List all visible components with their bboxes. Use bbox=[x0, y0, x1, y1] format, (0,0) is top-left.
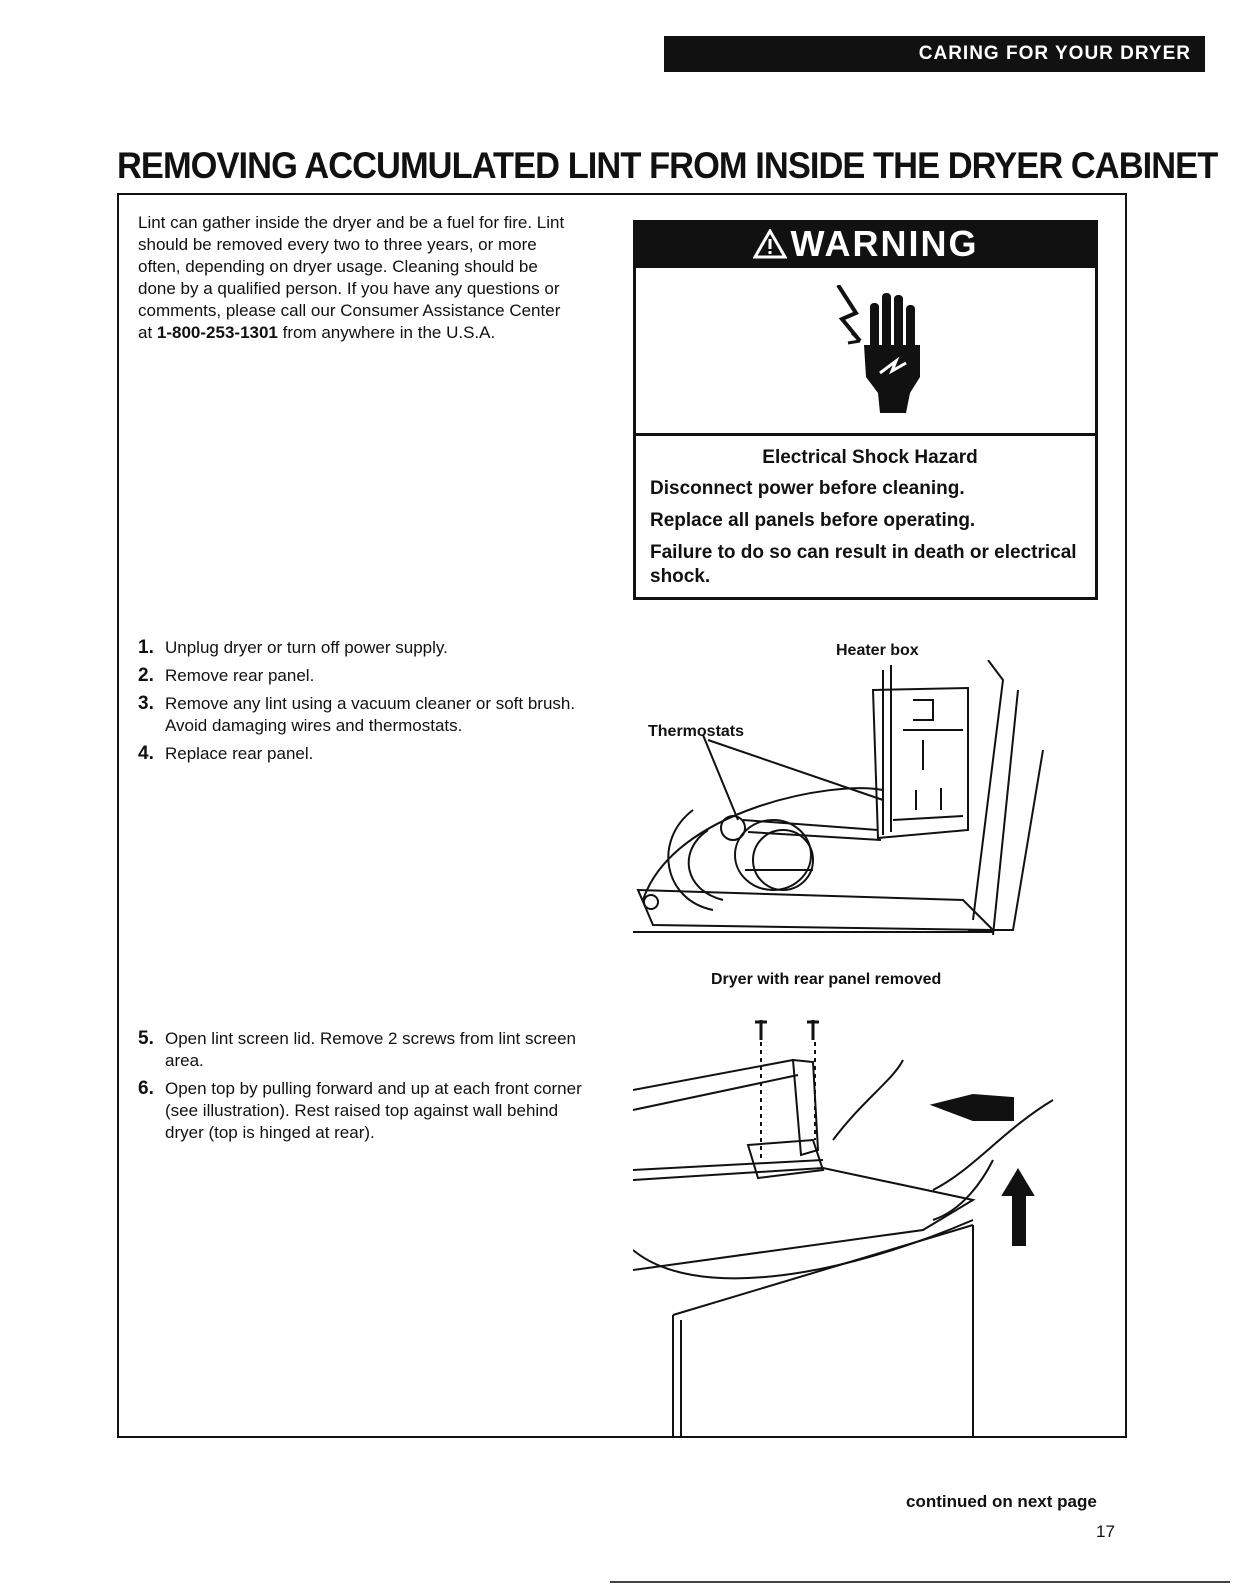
list-item bbox=[138, 1028, 598, 1072]
warning-line: Failure to do so can result in death or electrical shock. bbox=[650, 542, 1077, 587]
warning-text bbox=[650, 445, 1090, 597]
step-number: 1. bbox=[138, 637, 154, 658]
dryer-rear-illustration bbox=[633, 660, 1093, 965]
dryer-top-opening-illustration bbox=[633, 1020, 1093, 1438]
figure-caption: Dryer with rear panel removed bbox=[711, 971, 942, 988]
heater-box-label: Heater box bbox=[836, 642, 919, 659]
list-item bbox=[138, 637, 598, 659]
steps-list-a bbox=[138, 637, 598, 771]
step-number: 4. bbox=[138, 743, 154, 764]
warning-line: Replace all panels before operating. bbox=[650, 510, 976, 531]
step-text: Replace rear panel. bbox=[165, 744, 314, 763]
step-text: Open top by pulling forward and up at each front corner (see illustration). Rest raised top against wall behind dryer (top is hinged at rear). bbox=[165, 1079, 582, 1142]
step-number: 2. bbox=[138, 665, 154, 686]
step-number: 3. bbox=[138, 693, 154, 714]
intro-tail: from anywhere in the U.S.A. bbox=[277, 323, 496, 342]
page-number: 17 bbox=[1096, 1522, 1115, 1541]
phone-number: 1-800-253-1301 bbox=[156, 323, 278, 342]
steps-list-b bbox=[138, 1028, 598, 1150]
list-item bbox=[138, 1078, 598, 1144]
list-item bbox=[138, 665, 598, 687]
warning-triangle-icon bbox=[753, 229, 787, 259]
step-number: 6. bbox=[138, 1078, 154, 1099]
continued-note: continued on next page bbox=[906, 1492, 1097, 1511]
thermostats-label: Thermostats bbox=[648, 723, 745, 740]
intro-paragraph bbox=[138, 212, 578, 344]
step-text: Unplug dryer or turn off power supply. bbox=[165, 638, 448, 657]
step-number: 5. bbox=[138, 1028, 154, 1049]
page-title: REMOVING ACCUMULATED LINT FROM INSIDE THE DRYER CABINET bbox=[117, 145, 1218, 186]
footer-rule bbox=[610, 1581, 1230, 1583]
list-item bbox=[138, 693, 598, 737]
warning-divider bbox=[633, 433, 1098, 436]
step-text: Open lint screen lid. Remove 2 screws from lint screen area. bbox=[165, 1029, 576, 1070]
warning-word: WARNING bbox=[790, 223, 979, 264]
title-underline bbox=[117, 193, 1127, 195]
warning-line: Disconnect power before cleaning. bbox=[650, 478, 965, 499]
warning-header bbox=[633, 220, 1098, 268]
step-text: Remove any lint using a vacuum cleaner or soft brush. Avoid damaging wires and thermostats. bbox=[165, 694, 576, 735]
intro-text: Lint can gather inside the dryer and be a fuel for fire. Lint should be removed every two to three years, or more often, depending on dryer usage. Cleaning should be done by a qualified person. If you have any questions or comments, please call our Consumer Assistance Center at bbox=[138, 213, 565, 342]
hazard-title: Electrical Shock Hazard bbox=[762, 447, 978, 468]
electric-shock-hand-icon bbox=[830, 285, 940, 415]
list-item bbox=[138, 743, 598, 765]
section-banner: CARING FOR YOUR DRYER bbox=[664, 36, 1205, 72]
step-text: Remove rear panel. bbox=[165, 666, 315, 685]
